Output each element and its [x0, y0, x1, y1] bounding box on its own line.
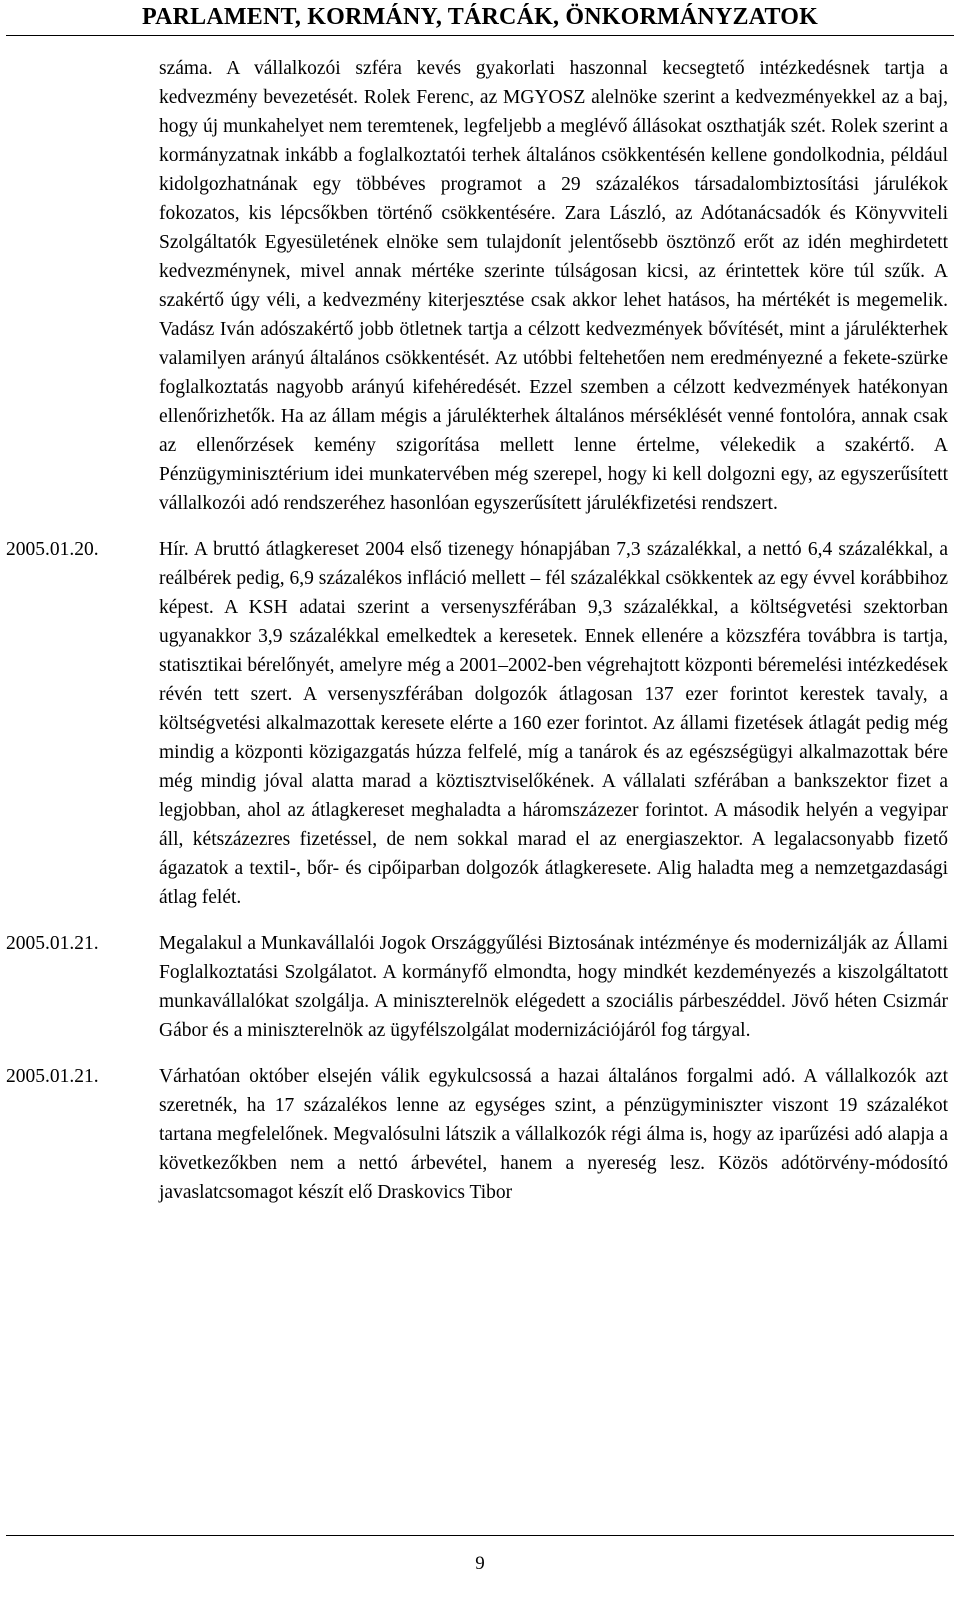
entry-text: Megalakul a Munkavállalói Jogok Országgyűlési Biztosának intézménye és modernizálják az Állami Foglalkoztatási Szolgálatot. A kormányfő elmondta, hogy mindkét kezdeményezés a kiszolgáltatott munkavállalókat szolgálja. A miniszterelnök elégedett a szociális párbeszéddel. Jövő héten Csizmár Gábor és a miniszterelnök az ügyfélszolgálat modernizációjáról fog tárgyal.	[159, 933, 948, 1041]
entry-text: Hír. A bruttó átlagkereset 2004 első tizenegy hónapjában 7,3 százalékkal, a nettó 6,4 százalékkal, a reálbérek pedig, 6,9 százalékos infláció mellett – fél százalékkal csökkentek az egy évvel korábbihoz képest. A KSH adatai szerint a versenyszférában 9,3 százalékkal, a költségvetési szektorban ugyanakkor 3,9 százalékkal emelkedtek a keresetek. Ennek ellenére a közszféra továbbra is tartja, statisztikai bérelőnyét, amelyre még a 2001–2002-ben végrehajtott központi béremelési intézkedések révén tett szert. A versenyszférában dolgozók átlagosan 137 ezer forintot kerestek tavaly, a költségvetési alkalmazottak keresete elérte a 160 ezer forintot. Az állami fizetések átlagát pedig még mindig a központi közigazgatás húzza felfelé, míg a tanárok és az egészségügyi alkalmazottak bére még mindig jóval alatta marad a köztisztviselőkének. A vállalati szférában a bankszektor fizet a legjobban, ahol az átlagkereset meghaladta a háromszázezer forintot. A második helyén a vegyipar áll, kétszázezres fizetéssel, de nem sokkal marad el az energiaszektor. A legalacsonyabb fizető ágazatok a textil-, bőr- és cipőiparban dolgozók átlagkeresete. Alig haladta meg a nemzetgazdasági átlag felét.	[159, 539, 948, 908]
entry-date: 2005.01.20.	[6, 539, 99, 560]
entry-date: 2005.01.21.	[6, 933, 99, 954]
page-number: 9	[475, 1553, 485, 1574]
page-header	[0, 0, 960, 40]
entry-2005-01-20	[6, 535, 954, 912]
entry-text: száma. A vállalkozói szféra kevés gyakorlati haszonnal kecsegtető intézkedésnek tartja a kedvezmény bevezetését. Rolek Ferenc, az MGYOSZ alelnöke szerint a kedvezményekkel az a baj, hogy új munkahelyet nem teremtenek, legfeljebb a meglévő állásokat oszthatják szét. Rolek szerint a kormányzatnak inkább a foglalkoztatói terhek általános csökkentésén kellene gondolkodnia, például kidolgozhatnának egy többéves programot a 29 százalékos társadalombiztosítási járulékok fokozatos, kis lépcsőkben történő csökkentésére. Zara László, az Adótanácsadók és Könyvviteli Szolgáltatók Egyesületének elnöke sem tulajdonít jelentősebb ösztönző erőt az idén meghirdetett kedvezménynek, mivel annak mértéke szerinte túlságosan kicsi, az érintettek köre túl szűk. A szakértő úgy véli, a kedvezmény kiterjesztése csak akkor lehet hatásos, ha mértékét is megemelik. Vadász Iván adószakértő jobb ötletnek tartja a célzott kedvezmények bővítését, mint a járulékterhek valamilyen arányú általános csökkentését. Az utóbbi feltehetően nem eredményezné a fekete-szürke foglalkoztatás nagyobb arányú kifehéredését. Ezzel szemben a célzott kedvezmények hatékonyan ellenőrizhetők. Ha az állam mégis a járulékterhek általános mérséklését venné fontolóra, annak csak az ellenőrzések kemény szigorítása mellett lenne értelme, vélekedik a szakértő. A Pénzügyminisztérium idei munkatervében még szerepel, hogy ki kell dolgozni egy, az egyszerűsített vállalkozói adó rendszeréhez hasonlóan egyszerűsített járulékfizetési rendszert.	[159, 58, 948, 514]
header-rule	[6, 35, 954, 36]
chronology-entries	[6, 54, 954, 1224]
header-title: PARLAMENT, KORMÁNY, TÁRCÁK, ÖNKORMÁNYZATOK	[142, 4, 818, 30]
entry-text: Várhatóan október elsején válik egykulcsossá a hazai általános forgalmi adó. A vállalkozók azt szeretnék, ha 17 százalékos lenne az egységes szint, a pénzügyminiszter viszont 19 százalékot tartana megfelelőnek. Megvalósulni látszik a vállalkozók régi álma is, hogy az iparűzési adó alapja a következőkben nem a nettó árbevétel, hanem a nyereség lesz. Közös adótörvény-módosító javaslatcsomagot készít elő Draskovics Tibor	[159, 1066, 948, 1203]
entry-continuation	[6, 54, 954, 518]
entry-2005-01-21-a	[6, 929, 954, 1045]
footer-rule	[6, 1535, 954, 1536]
entry-2005-01-21-b	[6, 1062, 954, 1207]
entry-date: 2005.01.21.	[6, 1066, 99, 1087]
